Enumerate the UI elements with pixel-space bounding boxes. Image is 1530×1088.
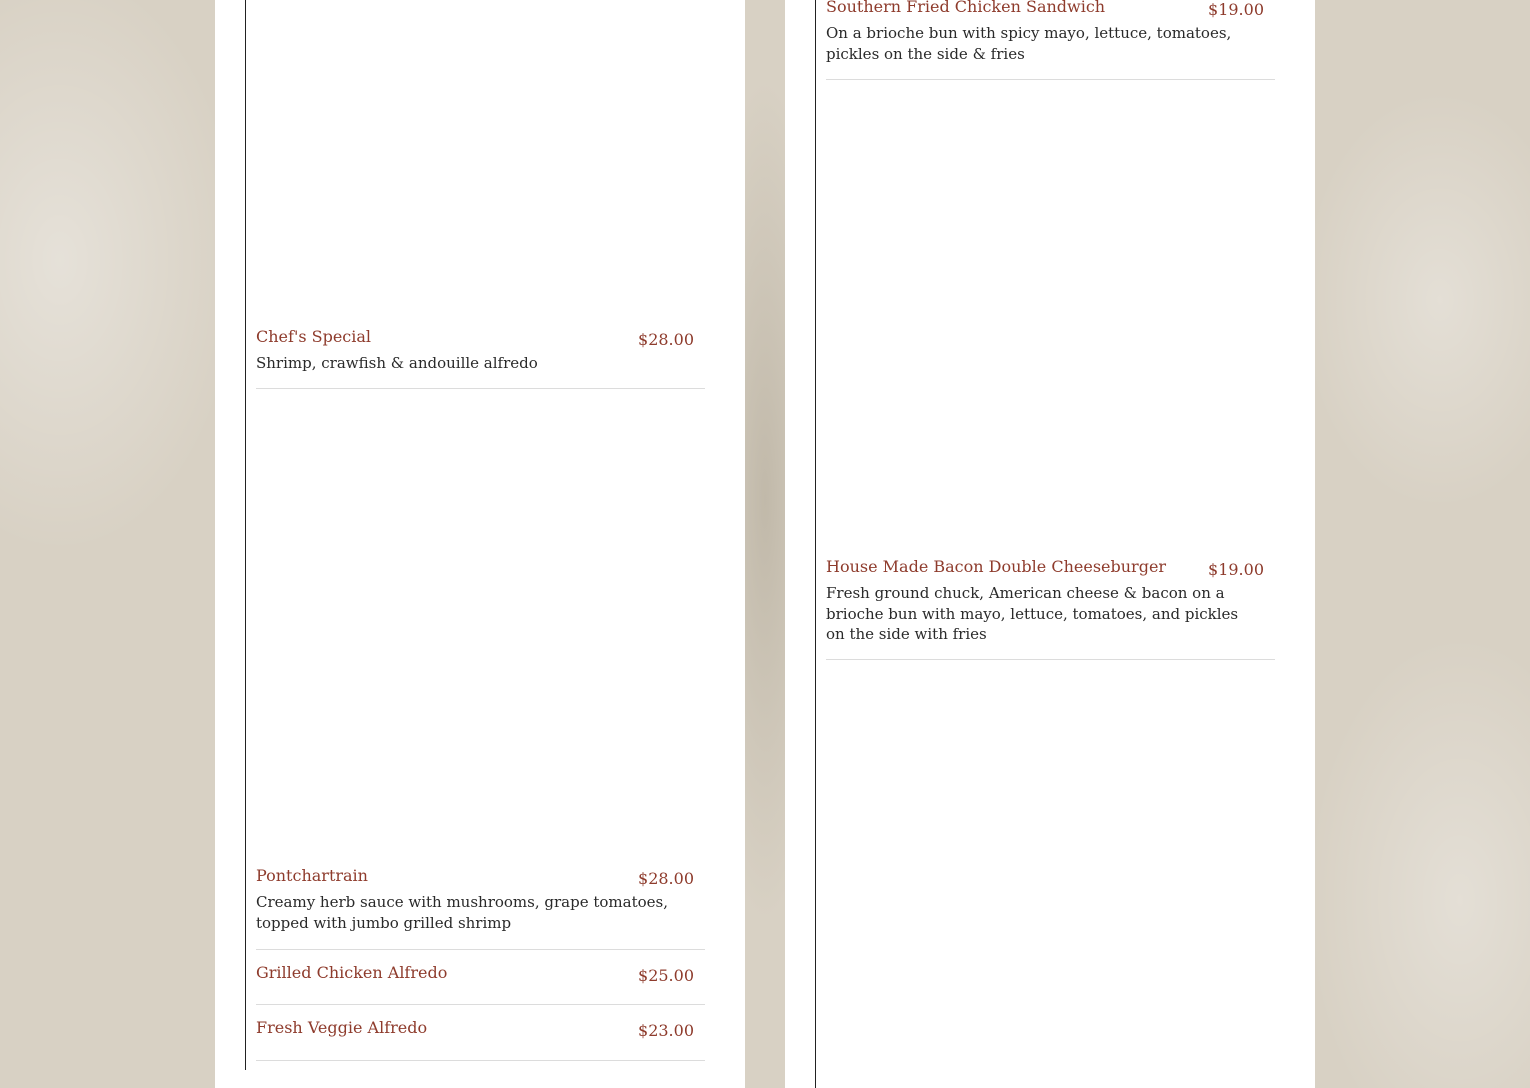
menu-panel-right — [785, 0, 1315, 1088]
menu-item-price: $28.00 — [638, 869, 694, 888]
menu-item-price: $25.00 — [638, 966, 694, 985]
menu-item — [256, 866, 705, 950]
menu-item-price: $19.00 — [1208, 0, 1264, 19]
menu-item — [256, 963, 705, 1005]
menu-item-name: Pontchartrain — [256, 866, 368, 885]
menu-item-name: Fresh Veggie Alfredo — [256, 1018, 428, 1037]
menu-item-name: Grilled Chicken Alfredo — [256, 963, 448, 982]
menu-item-name: Southern Fried Chicken Sandwich — [826, 0, 1106, 16]
menu-item — [256, 1018, 705, 1061]
menu-item — [256, 327, 705, 389]
menu-item-price: $28.00 — [638, 330, 694, 349]
menu-item-price: $23.00 — [638, 1021, 694, 1040]
menu-item-description: Creamy herb sauce with mushrooms, grape tomatoes, topped with jumbo grilled shrimp — [256, 893, 668, 932]
menu-item — [826, 557, 1275, 660]
menu-item — [826, 0, 1275, 80]
menu-item-description: On a brioche bun with spicy mayo, lettuce, tomatoes, pickles on the side & fries — [826, 24, 1232, 63]
column-divider-line — [245, 0, 246, 1070]
menu-item-description: Shrimp, crawfish & andouille alfredo — [256, 354, 538, 372]
menu-item-name: House Made Bacon Double Cheeseburger — [826, 557, 1167, 576]
column-divider-line — [815, 0, 816, 1088]
menu-item-description: Fresh ground chuck, American cheese & bacon on a brioche bun with mayo, lettuce, tomatoes, and pickles on the side with fries — [826, 584, 1239, 643]
menu-item-name: Chef's Special — [256, 327, 372, 346]
menu-panel-left — [215, 0, 745, 1088]
menu-item-price: $19.00 — [1208, 560, 1264, 579]
